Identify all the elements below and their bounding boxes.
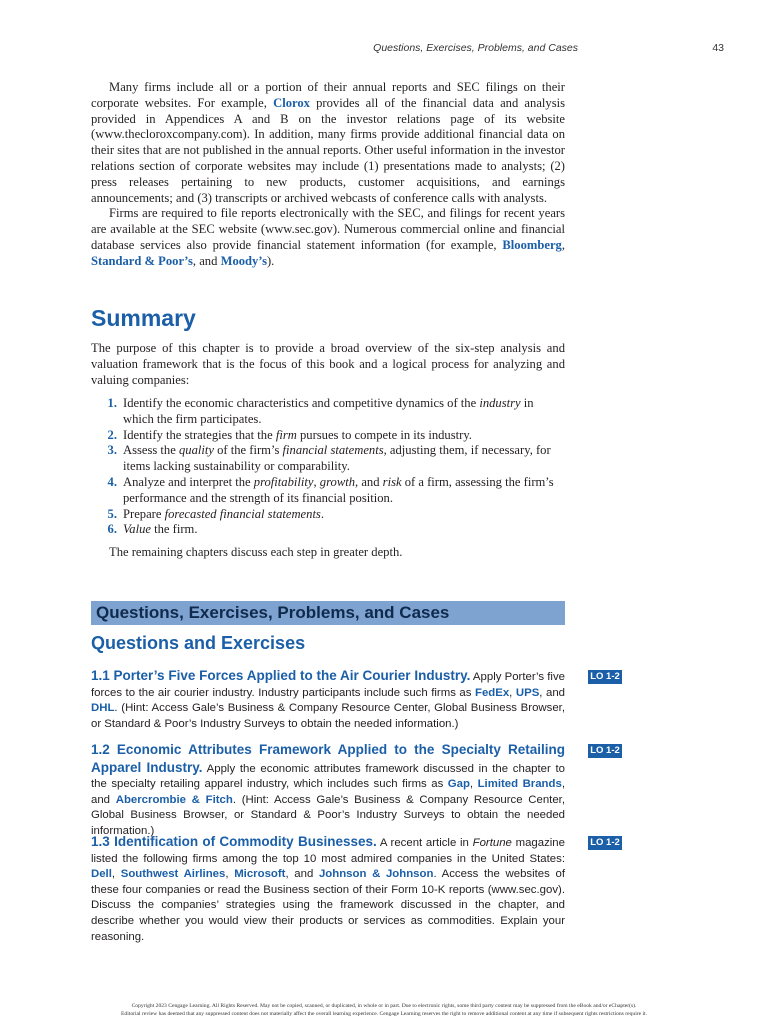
exercise-1-1: 1.1 Porter’s Five Forces Applied to the Air Courier Industry. Apply Porter’s five forces to the air courier industry. Industry participants include such firms as FedEx, UPS, and DHL. (Hint: Access Gale’s Business & Company Resource Center, Global Business Browser, or Standard & Poor’s Industry Surveys to obtain the needed information.) — [91, 668, 565, 730]
company-link-johnson-johnson: Johnson & Johnson — [318, 868, 434, 881]
exercise-1-3: 1.3 Identification of Commodity Businesses. A recent article in Fortune magazine listed the following firms among the top 10 most admired companies in the United States: Dell, Southwest Airlines, Microsoft, and Johnson & Johnson. Access the websites of these four companies or read the Business section of their Form 10-K reports (www.sec.gov). Discuss the companies’ strategies using the framework discussed in the chapter, and describe whether you would view their products or services as commodities. Explain your reasoning. — [91, 834, 565, 943]
company-link-abercrombie: Abercrombie & Fitch — [115, 793, 233, 806]
intro-paragraph-1: Many firms include all or a portion of their annual reports and SEC filings on their corporate websites. For example, Clorox provides all of the financial data and analysis provided in Appendices A and B on the investor relations page of its website (www.thecloroxcompany.com). In addition, many firms provide additional financial data on their sites that are not published in the annual reports. Other useful information in the investor relations section of corporate websites may include (1) presentations made to analysts; (2) press releases pertaining to new products, customer acquisitions, and earnings announcements; and (3) transcripts or archived webcasts of conference calls with analysts. — [91, 80, 566, 205]
company-link-gap: Gap — [447, 778, 470, 791]
company-link-standard-poors: Standard & Poor’s — [91, 253, 193, 268]
company-link-bloomberg: Bloomberg — [502, 237, 562, 252]
company-link-microsoft: Microsoft — [234, 868, 286, 881]
summary-intro: The purpose of this chapter is to provide a broad overview of the six-step analysis and valuation framework that is the focus of this book and a logical process for analyzing and valuing companies: — [91, 341, 565, 387]
company-link-dhl: DHL — [91, 702, 115, 715]
intro-paragraph-2: Firms are required to file reports electronically with the SEC, and filings for recent years are available at the SEC website (www.sec.gov). Numerous commercial online and financial database services also provide financial statement information (for example, Bloomberg, Standard & Poor’s, and Moody’s). — [91, 206, 565, 268]
company-link-clorox: Clorox — [273, 95, 310, 110]
list-item: 5. Prepare forecasted financial statements. — [107, 506, 324, 521]
summary-closing: The remaining chapters discuss each step in greater depth. — [109, 545, 403, 559]
list-item: 6. Value the firm. — [107, 522, 198, 537]
exercise-title: 1.1 Porter’s Five Forces Applied to the Air Courier Industry. — [91, 668, 471, 683]
exercise-title: 1.3 Identification of Commodity Businesses. — [91, 834, 377, 849]
summary-heading: Summary — [91, 305, 196, 331]
learning-objective-badge: LO 1-2 — [588, 670, 622, 684]
learning-objective-badge: LO 1-2 — [588, 836, 622, 850]
list-item: 2. Identify the strategies that the firm pursues to compete in its industry. — [107, 427, 472, 442]
exercise-1-2: 1.2 Economic Attributes Framework Applied to the Specialty Retailing Apparel Industry. Apply the economic attributes framework discussed in the chapter to the specialty retailing apparel industry, which includes such firms as Gap, Limited Brands, and Abercrombie & Fitch. (Hint: Access Gale’s Business & Company Resource Center, Global Business Browser, or Standard & Poor’s Industry Surveys to obtain the needed information.) — [91, 742, 566, 837]
page-number: 43 — [712, 42, 724, 54]
company-link-limited-brands: Limited Brands — [477, 778, 562, 791]
company-link-ups: UPS — [515, 686, 540, 699]
section-banner: Questions, Exercises, Problems, and Cases — [91, 601, 565, 625]
company-link-moodys: Moody’s — [220, 253, 267, 268]
six-step-list — [91, 396, 565, 538]
list-item: 3. Assess the quality of the firm’s financial statements, adjusting them, if necessary, for items lacking sustainability or comparability. — [107, 443, 551, 474]
questions-exercises-heading: Questions and Exercises — [91, 633, 306, 653]
intro-paragraphs — [91, 80, 565, 270]
running-header: Questions, Exercises, Problems, and Cases — [373, 42, 578, 54]
company-link-southwest: Southwest Airlines — [120, 868, 226, 881]
exercise-title: 1.2 Economic Attributes Framework Applied to the Specialty Retailing Apparel Industry. — [91, 742, 565, 775]
list-item: 4. Analyze and interpret the profitability, growth, and risk of a firm, assessing the firm’s performance and the strength of its financial position. — [107, 474, 554, 505]
learning-objective-badge: LO 1-2 — [588, 744, 622, 758]
company-link-fedex: FedEx — [474, 686, 510, 699]
list-item: 1. Identify the economic characteristics and competitive dynamics of the industry in which the firm participates. — [107, 396, 534, 426]
copyright-footer: Copyright 2023 Cengage Learning. All Rights Reserved. May not be copied, scanned, or duplicated, in whole or in part. Due to electronic rights, some third party content may be suppressed from the eBook and/or eChapter(s). Editorial review has deemed that any suppressed content does not materially affect the overall learning experience. Cengage Learning reserves the right to remove additional content at any time if subsequent rights restrictions require it. — [121, 1003, 647, 1017]
company-link-dell: Dell — [91, 868, 112, 881]
